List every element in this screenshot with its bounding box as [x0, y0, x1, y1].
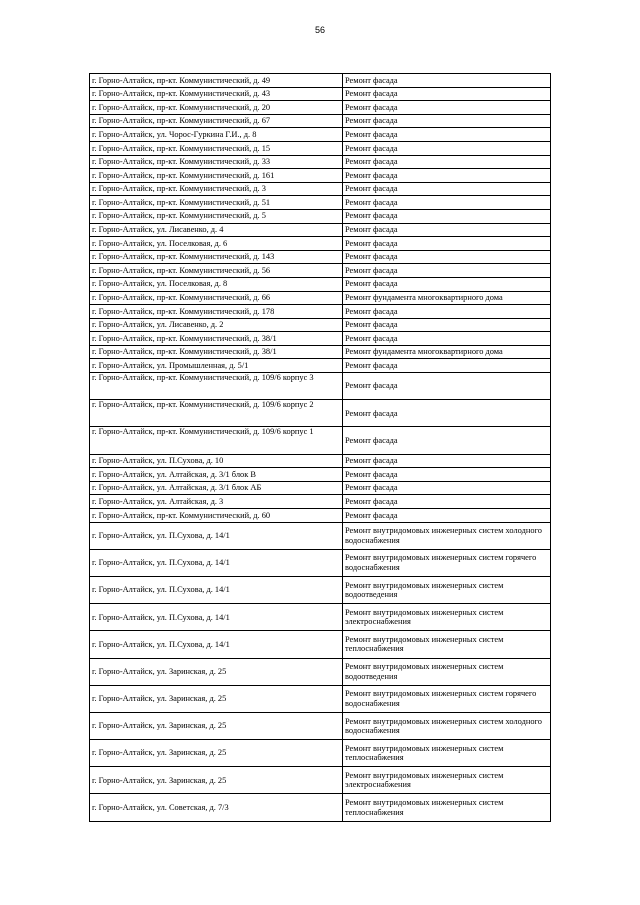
table-row	[90, 182, 551, 196]
address-cell: г. Горно-Алтайск, пр-кт. Коммунистический, д. 20	[90, 101, 343, 115]
table-row	[90, 576, 551, 603]
table-row	[90, 400, 551, 427]
address-cell: г. Горно-Алтайск, пр-кт. Коммунистический, д. 3	[90, 182, 343, 196]
table-row	[90, 332, 551, 346]
work-type-cell: Ремонт фасада	[343, 87, 551, 101]
work-type-cell: Ремонт фасада	[343, 400, 551, 427]
address-cell: г. Горно-Алтайск, ул. Алтайская, д. 3/1 блок В	[90, 468, 343, 482]
work-type-cell: Ремонт фасада	[343, 373, 551, 400]
table-row	[90, 128, 551, 142]
address-cell: г. Горно-Алтайск, пр-кт. Коммунистический, д. 161	[90, 169, 343, 183]
work-type-cell: Ремонт фасада	[343, 209, 551, 223]
address-cell: г. Горно-Алтайск, ул. Заринская, д. 25	[90, 685, 343, 712]
address-cell: г. Горно-Алтайск, ул. Промышленная, д. 5/1	[90, 359, 343, 373]
work-type-cell: Ремонт фасада	[343, 169, 551, 183]
table-row	[90, 141, 551, 155]
table-row	[90, 74, 551, 88]
address-cell: г. Горно-Алтайск, пр-кт. Коммунистический, д. 143	[90, 250, 343, 264]
address-cell: г. Горно-Алтайск, пр-кт. Коммунистический, д. 38/1	[90, 345, 343, 359]
table-row	[90, 740, 551, 767]
address-cell: г. Горно-Алтайск, пр-кт. Коммунистический, д. 15	[90, 141, 343, 155]
address-cell: г. Горно-Алтайск, ул. Поселковая, д. 6	[90, 237, 343, 251]
work-type-cell: Ремонт фасада	[343, 237, 551, 251]
table-row	[90, 549, 551, 576]
table-row	[90, 604, 551, 631]
work-type-cell: Ремонт внутридомовых инженерных систем горячего водоснабжения	[343, 685, 551, 712]
work-type-cell: Ремонт фасада	[343, 277, 551, 291]
work-type-cell: Ремонт фасада	[343, 141, 551, 155]
table-row	[90, 264, 551, 278]
work-type-cell: Ремонт внутридомовых инженерных систем электроснабжения	[343, 604, 551, 631]
work-type-cell: Ремонт фасада	[343, 101, 551, 115]
work-type-cell: Ремонт фасада	[343, 250, 551, 264]
table-row	[90, 101, 551, 115]
table-row	[90, 345, 551, 359]
repair-works-table-body	[90, 74, 551, 822]
work-type-cell: Ремонт фасада	[343, 74, 551, 88]
table-row	[90, 155, 551, 169]
work-type-cell: Ремонт фасада	[343, 332, 551, 346]
work-type-cell: Ремонт фасада	[343, 196, 551, 210]
table-row	[90, 481, 551, 495]
table-row	[90, 305, 551, 319]
table-row	[90, 427, 551, 454]
work-type-cell: Ремонт фундамента многоквартирного дома	[343, 345, 551, 359]
work-type-cell: Ремонт фасада	[343, 264, 551, 278]
address-cell: г. Горно-Алтайск, пр-кт. Коммунистический, д. 109/6 корпус 2	[90, 400, 343, 427]
address-cell: г. Горно-Алтайск, пр-кт. Коммунистический, д. 38/1	[90, 332, 343, 346]
work-type-cell: Ремонт фасада	[343, 495, 551, 509]
address-cell: г. Горно-Алтайск, ул. Советская, д. 7/3	[90, 794, 343, 821]
address-cell: г. Горно-Алтайск, ул. Лисавенко, д. 2	[90, 318, 343, 332]
address-cell: г. Горно-Алтайск, ул. П.Сухова, д. 14/1	[90, 631, 343, 658]
table-row	[90, 685, 551, 712]
table-row	[90, 522, 551, 549]
table-row	[90, 509, 551, 523]
address-cell: г. Горно-Алтайск, пр-кт. Коммунистический, д. 33	[90, 155, 343, 169]
address-cell: г. Горно-Алтайск, пр-кт. Коммунистический, д. 66	[90, 291, 343, 305]
work-type-cell: Ремонт внутридомовых инженерных систем теплоснабжения	[343, 740, 551, 767]
address-cell: г. Горно-Алтайск, пр-кт. Коммунистический, д. 109/6 корпус 1	[90, 427, 343, 454]
table-row	[90, 454, 551, 468]
table-row	[90, 794, 551, 821]
address-cell: г. Горно-Алтайск, ул. Алтайская, д. 3/1 блок АБ	[90, 481, 343, 495]
address-cell: г. Горно-Алтайск, ул. Поселковая, д. 8	[90, 277, 343, 291]
address-cell: г. Горно-Алтайск, ул. Заринская, д. 25	[90, 712, 343, 739]
table-row	[90, 631, 551, 658]
work-type-cell: Ремонт фасада	[343, 454, 551, 468]
address-cell: г. Горно-Алтайск, ул. П.Сухова, д. 14/1	[90, 522, 343, 549]
work-type-cell: Ремонт фасада	[343, 155, 551, 169]
work-type-cell: Ремонт фасада	[343, 114, 551, 128]
work-type-cell: Ремонт внутридомовых инженерных систем холодного водоснабжения	[343, 522, 551, 549]
table-row	[90, 209, 551, 223]
work-type-cell: Ремонт фасада	[343, 359, 551, 373]
address-cell: г. Горно-Алтайск, ул. П.Сухова, д. 10	[90, 454, 343, 468]
address-cell: г. Горно-Алтайск, ул. Заринская, д. 25	[90, 767, 343, 794]
address-cell: г. Горно-Алтайск, ул. Алтайская, д. 3	[90, 495, 343, 509]
page-number: 56	[314, 25, 325, 35]
table-row	[90, 196, 551, 210]
work-type-cell: Ремонт фасада	[343, 427, 551, 454]
table-row	[90, 495, 551, 509]
work-type-cell: Ремонт внутридомовых инженерных систем водоотведения	[343, 576, 551, 603]
address-cell: г. Горно-Алтайск, пр-кт. Коммунистический, д. 56	[90, 264, 343, 278]
work-type-cell: Ремонт внутридомовых инженерных систем холодного водоснабжения	[343, 712, 551, 739]
table-row	[90, 767, 551, 794]
table-row	[90, 223, 551, 237]
address-cell: г. Горно-Алтайск, пр-кт. Коммунистический, д. 67	[90, 114, 343, 128]
repair-works-table	[89, 73, 551, 822]
work-type-cell: Ремонт внутридомовых инженерных систем теплоснабжения	[343, 794, 551, 821]
work-type-cell: Ремонт фундамента многоквартирного дома	[343, 291, 551, 305]
table-row	[90, 318, 551, 332]
address-cell: г. Горно-Алтайск, ул. П.Сухова, д. 14/1	[90, 576, 343, 603]
address-cell: г. Горно-Алтайск, пр-кт. Коммунистический, д. 5	[90, 209, 343, 223]
work-type-cell: Ремонт фасада	[343, 223, 551, 237]
table-row	[90, 291, 551, 305]
work-type-cell: Ремонт фасада	[343, 318, 551, 332]
address-cell: г. Горно-Алтайск, ул. П.Сухова, д. 14/1	[90, 604, 343, 631]
address-cell: г. Горно-Алтайск, пр-кт. Коммунистический, д. 49	[90, 74, 343, 88]
table-row	[90, 169, 551, 183]
work-type-cell: Ремонт внутридомовых инженерных систем горячего водоснабжения	[343, 549, 551, 576]
table-row	[90, 658, 551, 685]
address-cell: г. Горно-Алтайск, пр-кт. Коммунистический, д. 60	[90, 509, 343, 523]
work-type-cell: Ремонт фасада	[343, 182, 551, 196]
address-cell: г. Горно-Алтайск, ул. Чорос-Гуркина Г.И., д. 8	[90, 128, 343, 142]
work-type-cell: Ремонт внутридомовых инженерных систем теплоснабжения	[343, 631, 551, 658]
work-type-cell: Ремонт фасада	[343, 468, 551, 482]
address-cell: г. Горно-Алтайск, пр-кт. Коммунистический, д. 178	[90, 305, 343, 319]
work-type-cell: Ремонт фасада	[343, 509, 551, 523]
address-cell: г. Горно-Алтайск, пр-кт. Коммунистический, д. 109/6 корпус 3	[90, 373, 343, 400]
table-row	[90, 359, 551, 373]
work-type-cell: Ремонт внутридомовых инженерных систем электроснабжения	[343, 767, 551, 794]
table-row	[90, 277, 551, 291]
table-row	[90, 250, 551, 264]
table-row	[90, 237, 551, 251]
address-cell: г. Горно-Алтайск, ул. Лисавенко, д. 4	[90, 223, 343, 237]
work-type-cell: Ремонт фасада	[343, 481, 551, 495]
work-type-cell: Ремонт фасада	[343, 305, 551, 319]
address-cell: г. Горно-Алтайск, пр-кт. Коммунистический, д. 51	[90, 196, 343, 210]
table-row	[90, 87, 551, 101]
address-cell: г. Горно-Алтайск, пр-кт. Коммунистический, д. 43	[90, 87, 343, 101]
table-row	[90, 712, 551, 739]
table-row	[90, 114, 551, 128]
address-cell: г. Горно-Алтайск, ул. П.Сухова, д. 14/1	[90, 549, 343, 576]
table-row	[90, 373, 551, 400]
address-cell: г. Горно-Алтайск, ул. Заринская, д. 25	[90, 740, 343, 767]
work-type-cell: Ремонт внутридомовых инженерных систем водоотведения	[343, 658, 551, 685]
work-type-cell: Ремонт фасада	[343, 128, 551, 142]
table-row	[90, 468, 551, 482]
address-cell: г. Горно-Алтайск, ул. Заринская, д. 25	[90, 658, 343, 685]
